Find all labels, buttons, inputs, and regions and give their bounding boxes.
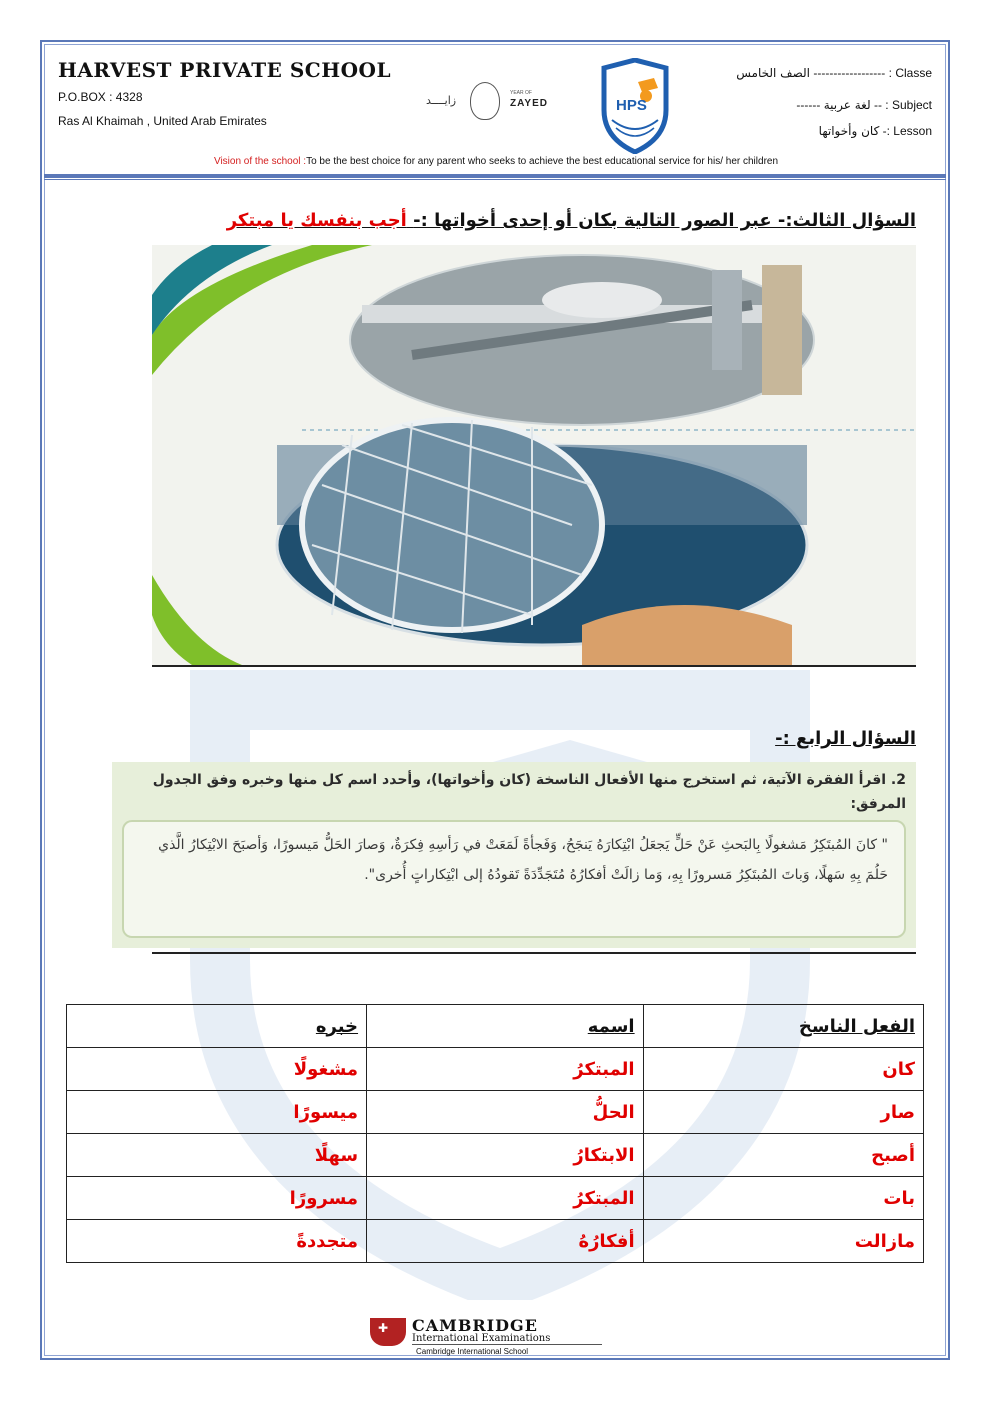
- predicate-cell: سهلًا: [67, 1134, 367, 1177]
- subject-cell: الحلُّ: [367, 1091, 644, 1134]
- school-name: HARVEST PRIVATE SCHOOL: [58, 58, 392, 82]
- question-3-text: السؤال الثالث:- عبر الصور التالية بكان أو إحدى أخواتها :-: [413, 210, 916, 231]
- class-value: الصف الخامس: [736, 66, 811, 80]
- class-line: Classe : ------------------ الصف الخامس: [736, 66, 932, 80]
- zayed-arabic-text: زايــــد: [426, 94, 457, 107]
- table-header-row: [67, 1005, 924, 1048]
- lesson-label: Lesson :-: [882, 124, 932, 138]
- header-divider-thin: [44, 179, 946, 180]
- subject-line: Subject : -- لغة عربية ------: [796, 98, 932, 112]
- year-of-zayed-logo: [420, 80, 560, 124]
- logo-text: HPS: [616, 97, 647, 114]
- subject-cell: الابتكارُ: [367, 1134, 644, 1177]
- predicate-cell: مسرورًا: [67, 1177, 367, 1220]
- vision-label: Vision of the school :: [213, 156, 307, 167]
- textbook-instruction: 2. اقرأ الفقرة الآتية، ثم استخرج منها الأفعال الناسخة (كان وأخواتها)، وأحدد اسم كل منها وخبره وفق الجدول المرفق:: [152, 772, 906, 812]
- subject-value: لغة عربية: [823, 98, 871, 112]
- table-row: [67, 1048, 924, 1091]
- table-row: [67, 1091, 924, 1134]
- hps-school-logo: [598, 58, 672, 154]
- answer-table: [66, 1004, 924, 1263]
- textbook-paragraph: " كانَ المُبتَكِرُ مَشغولًا بِالبَحثِ عَنْ حَلٍّ يَجعَلُ ابْتِكارَهُ يَنجَحُ، وَفَجأةً لَمَعَتْ في رَأسِهِ فِكرَةٌ، وَصارَ الحَلُّ مَيسورًا، وَأصبَحَ الابْتِكارُ الَّذي حَلُمَ بِهِ سَهلًا، وَباتَ المُبتَكِرُ مَسرورًا بِهِ، وَما زالَتْ أفكارُهُ مُتَجَدِّدَةً تَقودُهُ إلى ابْتِكاراتٍ أُخرى".: [158, 837, 888, 883]
- dubai-buildings-image: [152, 245, 916, 665]
- verb-cell: صار: [643, 1091, 923, 1134]
- subject-label: Subject :: [885, 98, 932, 112]
- textbook-excerpt: [112, 762, 916, 948]
- textbook-paragraph-box: [122, 820, 906, 938]
- cambridge-subtitle: International Examinations: [412, 1333, 551, 1344]
- table-row: [67, 1177, 924, 1220]
- cambridge-shield-icon: ✚: [370, 1318, 406, 1346]
- cambridge-logo: [370, 1316, 610, 1356]
- verb-cell: بات: [643, 1177, 923, 1220]
- header-predicate: خبره: [67, 1005, 367, 1048]
- question-3-answer-line: [152, 665, 916, 667]
- po-box: P.O.BOX : 4328: [58, 90, 143, 104]
- verb-cell: كان: [643, 1048, 923, 1091]
- question-3-title: [227, 210, 916, 231]
- zayed-portrait-icon: [470, 82, 500, 120]
- cambridge-school: Cambridge International School: [416, 1347, 529, 1356]
- predicate-cell: متجددةً: [67, 1220, 367, 1263]
- class-label: Classe :: [888, 66, 932, 80]
- subject-cell: المبتكرُ: [367, 1177, 644, 1220]
- predicate-cell: مشغولًا: [67, 1048, 367, 1091]
- vision-text: To be the best choice for any parent who seeks to achieve the best educational service for his/ her children: [306, 156, 779, 167]
- question-4-rule: [152, 952, 916, 954]
- lesson-value: كان وأخواتها: [818, 124, 880, 138]
- header-divider: [44, 174, 946, 178]
- school-vision: [0, 156, 992, 167]
- subject-cell: أفكارُهُ: [367, 1220, 644, 1263]
- question-3-highlight: أجب بنفسك يا مبتكر: [226, 210, 407, 231]
- zayed-year-of-text: YEAR OF: [510, 90, 532, 96]
- lesson-line: [819, 124, 932, 138]
- zayed-english-text: ZAYED: [510, 98, 548, 109]
- school-address: Ras Al Khaimah , United Arab Emirates: [58, 114, 267, 128]
- verb-cell: مازالت: [643, 1220, 923, 1263]
- cambridge-name: CAMBRIDGE: [412, 1316, 538, 1335]
- table-row: [67, 1134, 924, 1177]
- predicate-cell: ميسورًا: [67, 1091, 367, 1134]
- verb-cell: أصبح: [643, 1134, 923, 1177]
- table-row: [67, 1220, 924, 1263]
- cambridge-divider: [412, 1344, 602, 1345]
- subject-cell: المبتكرُ: [367, 1048, 644, 1091]
- header-subject: اسمه: [367, 1005, 644, 1048]
- header-verb: الفعل الناسخ: [643, 1005, 923, 1048]
- question-4-title: السؤال الرابع :-: [775, 728, 916, 749]
